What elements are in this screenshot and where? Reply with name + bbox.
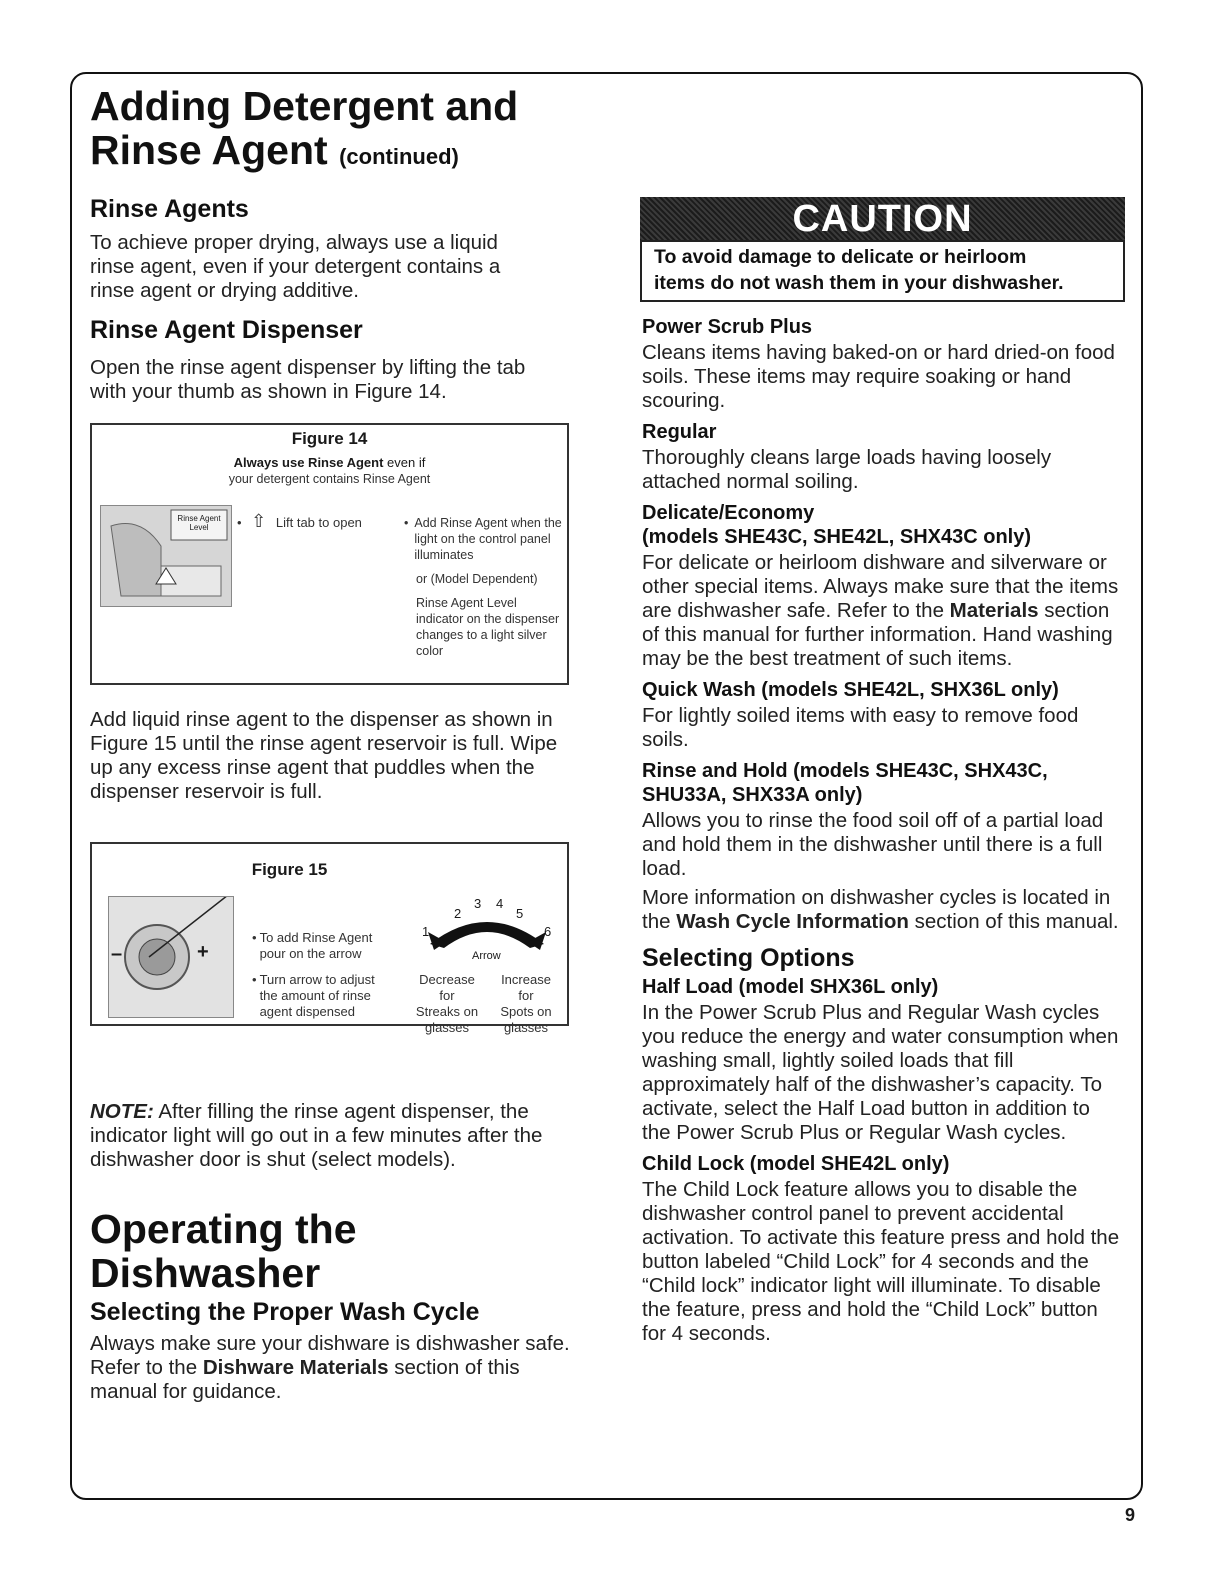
figure-14 [90, 423, 569, 685]
increase-glasses: glasses [503, 1020, 549, 1035]
quick-wash-body: For lightly soiled items with easy to remove food soils. [642, 704, 1079, 751]
wash-cycle-body-b: section of this manual for guidance. [90, 1356, 520, 1403]
note-add-rinse: Add Rinse Agent when the light on the control panel illuminates [414, 516, 562, 562]
minus-label: – [111, 943, 123, 965]
dispenser-illustration [100, 505, 232, 607]
regular-body: Thoroughly cleans large loads having loosely attached normal soiling. [642, 446, 1052, 493]
figure-14-sub-rest: even if [387, 455, 426, 470]
increase-legend [490, 972, 562, 1036]
note-body: After filling the rinse agent dispenser, the indicator light will go out in a few minutes after the dishwasher door is shut (select models). [90, 1100, 543, 1171]
delicate-heading-1: Delicate/Economy [642, 502, 815, 524]
figure-15 [90, 842, 569, 1035]
more-info-a: More information on dishwasher cycles is located in the [642, 886, 1111, 933]
dial-num-6: 6 [544, 924, 552, 939]
lift-tab-note: • ⇧ Lift tab to open [237, 511, 362, 531]
decrease-glasses: glasses [424, 1020, 470, 1035]
figure-14-sub-bold: Always use Rinse Agent [233, 455, 384, 470]
wash-cycle-body-a: Always make sure your dishware is dishwasher safe. Refer to the [90, 1332, 570, 1379]
turn-arrow-gauge [412, 896, 562, 962]
caution-label: CAUTION [792, 198, 973, 240]
power-scrub-body: Cleans items having baked-on or hard dried-on food soils. These items may require soaking or hand scouring. [642, 341, 1115, 412]
img-label1: Rinse Agent [177, 514, 221, 523]
title-line1: Adding Detergent and [90, 83, 519, 129]
wash-cycle-info-ref: Wash Cycle Information [676, 910, 909, 933]
power-scrub-heading: Power Scrub Plus [642, 316, 813, 338]
dispenser-body: Open the rinse agent dispenser by lifting the tab with your thumb as shown in Figure 14. [90, 356, 526, 403]
figure-14-notes: • Add Rinse Agent when the light on the control panel illuminates or (Model Dependent) Rinse Agent Level indicator on the dispenser changes to a light silver color [404, 515, 564, 659]
note-paragraph [90, 1100, 570, 1172]
plus-label: + [197, 941, 209, 963]
cycles-column [642, 315, 1120, 1346]
rinse-agents-body: To achieve proper drying, always use a liquid rinse agent, even if your detergent contains a rinse agent or drying additive. [90, 231, 501, 302]
rinse-agents-heading: Rinse Agents [90, 195, 249, 223]
figure-14-sub-line2: your detergent contains Rinse Agent [228, 472, 431, 486]
figure-14-title: Figure 14 [291, 429, 368, 448]
img-label2: Level [189, 523, 209, 532]
dial-num-3: 3 [474, 896, 482, 911]
increase-for: for [518, 988, 534, 1003]
delicate-heading-2: (models SHE43C, SHE42L, SHX43C only) [642, 526, 1032, 548]
figure-14-subtitle [92, 455, 567, 487]
dial-num-1: 1 [422, 924, 430, 939]
operating-title-line2: Dishwasher [90, 1250, 321, 1296]
child-lock-heading: Child Lock (model SHE42L only) [642, 1153, 950, 1175]
materials-ref: Materials [949, 599, 1039, 622]
dispenser-heading: Rinse Agent Dispenser [90, 316, 363, 344]
page-number: 9 [1125, 1505, 1136, 1525]
caution-box [640, 240, 1125, 302]
decrease-for: for [439, 988, 455, 1003]
dial-num-5: 5 [516, 906, 524, 921]
quick-wash-heading: Quick Wash (models SHE42L, SHX36L only) [642, 679, 1059, 701]
rinse-hold-body: Allows you to rinse the food soil off of a partial load and hold them in the dishwasher until there is a full load. [642, 809, 1104, 880]
spots-label: Spots on [500, 1004, 552, 1019]
operating-title-line1: Operating the [90, 1206, 357, 1252]
note-label: NOTE: [90, 1100, 154, 1123]
selecting-options-heading: Selecting Options [642, 944, 855, 972]
dial-num-2: 2 [454, 906, 462, 921]
figure-15-notes: • To add Rinse Agent pour on the arrow • Turn arrow to adjust the amount of rinse agent dispensed [252, 930, 392, 1020]
delicate-body [642, 551, 1120, 671]
delicate-body-a: For delicate or heirloom dishware and silverware or other special items. Always make sure that the items are dishwasher safe. Refer to the [642, 551, 1119, 622]
note-level-indicator: Rinse Agent Level indicator on the dispenser changes to a light silver color [416, 596, 560, 658]
regular-heading: Regular [642, 421, 717, 443]
lift-tab-label: Lift tab to open [275, 515, 362, 530]
more-info-body [642, 886, 1120, 934]
note-model-dependent: or (Model Dependent) [416, 572, 538, 586]
add-liquid-body: Add liquid rinse agent to the dispenser as shown in Figure 15 until the rinse agent reservoir is full. Wipe up any excess rinse agent that puddles when the dispenser reservoir is full. [90, 708, 558, 803]
title-suffix: (continued) [339, 144, 459, 169]
child-lock-body: The Child Lock feature allows you to disable the dishwasher control panel to prevent accidental activation. To activate this feature press and hold the button labeled “Child Lock” for 4 seconds and the “Child lock” indicator light will illuminate. To disable the feature, press and hold the “Child Lock” button for 4 seconds. [642, 1178, 1120, 1345]
title-line2: Rinse Agent [90, 127, 328, 173]
dial-num-4: 4 [496, 896, 504, 911]
up-arrow-icon: ⇧ [251, 511, 267, 531]
half-load-body: In the Power Scrub Plus and Regular Wash cycles you reduce the energy and water consumption when washing small, lightly soiled loads that fill approximately half of the dishwasher’s capacity. To activate, select the Half Load button in addition to the Power Scrub Plus or Regular Wash cycles. [642, 1001, 1119, 1144]
rinse-hold-heading-2: SHU33A, SHX33A only) [642, 784, 863, 806]
decrease-legend [412, 972, 482, 1036]
caution-line1: To avoid damage to delicate or heirloom [654, 246, 1027, 268]
arrow-label: Arrow [472, 950, 501, 962]
delicate-body-b: section of this manual for further information. Hand washing may be the best treatment of such items. [642, 599, 1113, 670]
caution-banner [640, 197, 1125, 241]
dishware-materials-ref: Dishware Materials [202, 1356, 389, 1379]
turn-label: Turn [474, 934, 497, 946]
rinse-hold-heading-1: Rinse and Hold (models SHE43C, SHX43C, [642, 760, 1048, 782]
figure-15-title: Figure 15 [251, 860, 328, 879]
operating-title [90, 1207, 357, 1295]
more-info-b: section of this manual. [914, 910, 1119, 933]
half-load-heading: Half Load (model SHX36L only) [642, 976, 939, 998]
note-pour-arrow: To add Rinse Agent pour on the arrow [259, 930, 373, 961]
note-turn-arrow: Turn arrow to adjust the amount of rinse agent dispensed [259, 972, 375, 1019]
page-title [90, 84, 518, 179]
caution-line2: items do not wash them in your dishwasher. [654, 272, 1064, 294]
wash-cycle-body [90, 1332, 570, 1404]
decrease-label: Decrease [419, 972, 475, 987]
streaks-label: Streaks on [415, 1004, 479, 1019]
wash-cycle-heading: Selecting the Proper Wash Cycle [90, 1298, 480, 1326]
increase-label: Increase [501, 972, 551, 987]
dial-drawing [109, 897, 233, 1017]
dial-illustration [108, 896, 234, 1018]
